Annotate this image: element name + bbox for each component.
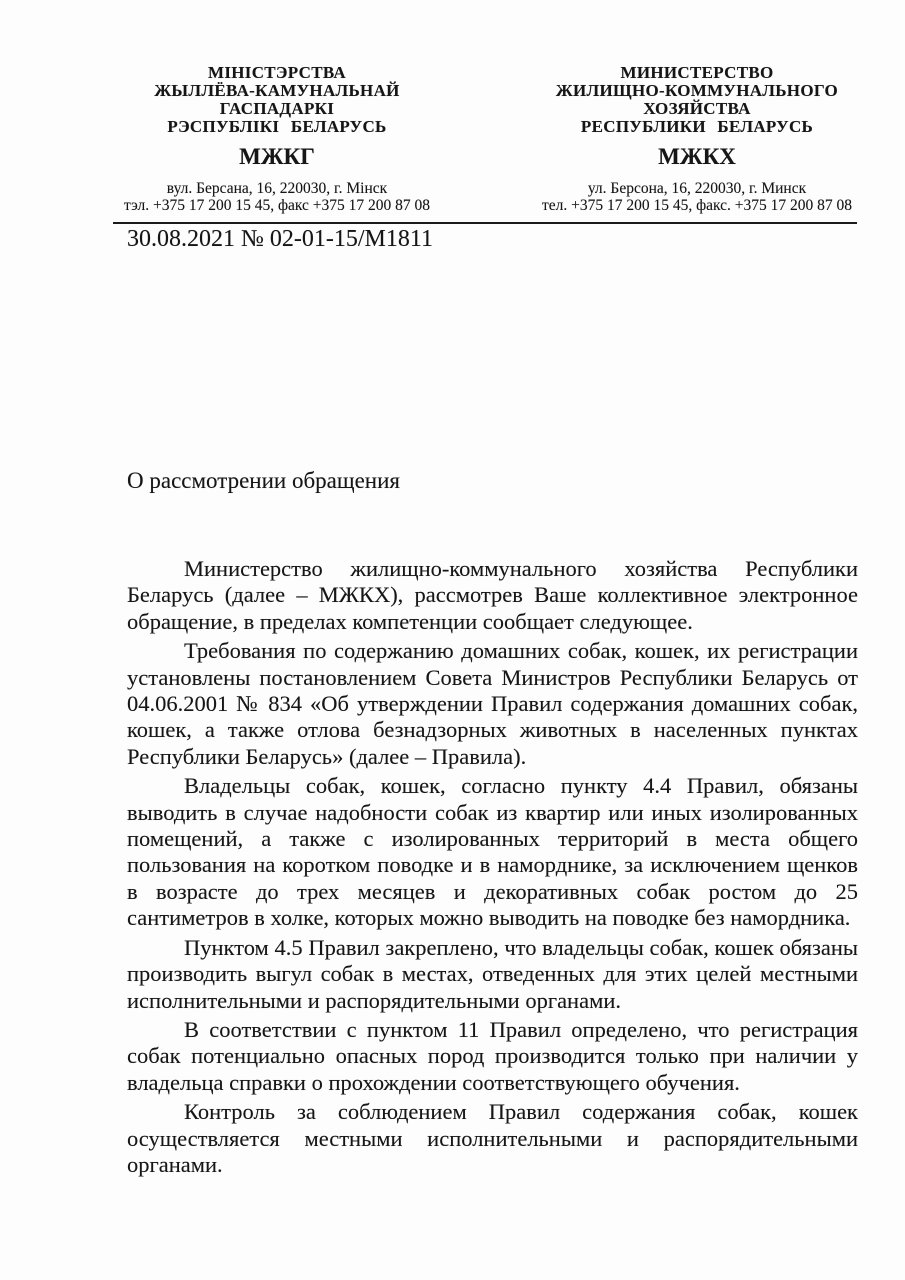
body-paragraph: Министерство жилищно-коммунального хозяйства Республики Беларусь (далее – МЖКХ), рассмотрев Ваше коллективное электронное обращение, в пределах компетенции сообщает следующее. (127, 556, 858, 634)
org-name-line: ЖЫЛЛЁВА-КАМУНАЛЬНАЙ (154, 81, 400, 100)
body-paragraph: Требования по содержанию домашних собак, кошек, их регистрации установлены постановлением Совета Министров Республики Беларусь от 04.06.2001 № 834 «Об утверждении Правил содержания домашних собак, кошек, а также отлова безнадзорных животных в населенных пунктах Республики Беларусь» (далее – Правила). (127, 638, 858, 769)
org-phone: тэл. +375 17 200 15 45, факс +375 17 200 87 08 (123, 197, 431, 214)
org-address: ул. Берсона, 16, 220030, г. Минск (587, 180, 807, 197)
org-name-line: ХОЗЯЙСТВА (643, 99, 751, 118)
org-name-line: ЖИЛИЩНО-КОММУНАЛЬНОГО (555, 81, 839, 100)
body-paragraph: Владельцы собак, кошек, согласно пункту 4.4 Правил, обязаны выводить в случае надобности собак из квартир или иных изолированных помещений, а также с изолированных территорий в места общего пользования на коротком поводке и в наморднике, за исключением щенков в возрасте до трех месяцев и декоративных собак ростом до 25 сантиметров в холке, которых можно выводить на поводке без намордника. (127, 773, 858, 931)
org-phone: тел. +375 17 200 15 45, факс. +375 17 200 87 08 (541, 197, 853, 214)
org-name-line: ГАСПАДАРКІ (219, 99, 335, 118)
body-paragraph: Пунктом 4.5 Правил закреплено, что владельцы собак, кошек обязаны производить выгул собак в местах, отведенных для этих целей местными исполнительными и распорядительными органами. (127, 934, 858, 1013)
reference-date-number: 30.08.2021 № 02-01-15/М1811 (127, 226, 433, 252)
org-abbreviation: МЖКГ (239, 144, 315, 169)
org-abbreviation: МЖКХ (658, 144, 736, 169)
org-name-line: МИНИСТЕРСТВО (620, 63, 774, 82)
body-paragraph: В соответствии с пунктом 11 Правил определено, что регистрация собак потенциально опасных пород производится только при наличии у владельца справки о прохождении соответствующего обучения. (127, 1016, 858, 1095)
header-divider-line (113, 222, 857, 224)
subject-line: О рассмотрении обращения (127, 468, 400, 493)
letterhead-belarusian (110, 64, 444, 214)
letterhead-russian (530, 64, 864, 214)
body-paragraph: Контроль за соблюдением Правил содержания собак, кошек осуществляется местными исполнительными и распорядительными органами. (127, 1099, 858, 1177)
org-name-line: МІНІСТЭРСТВА (208, 63, 346, 82)
org-name-line: РЭСПУБЛІКІ БЕЛАРУСЬ (167, 117, 387, 136)
org-address: вул. Берсана, 16, 220030, г. Мінск (166, 180, 388, 197)
letter-body (127, 556, 858, 1181)
org-name-line: РЕСПУБЛИКИ БЕЛАРУСЬ (580, 117, 814, 136)
